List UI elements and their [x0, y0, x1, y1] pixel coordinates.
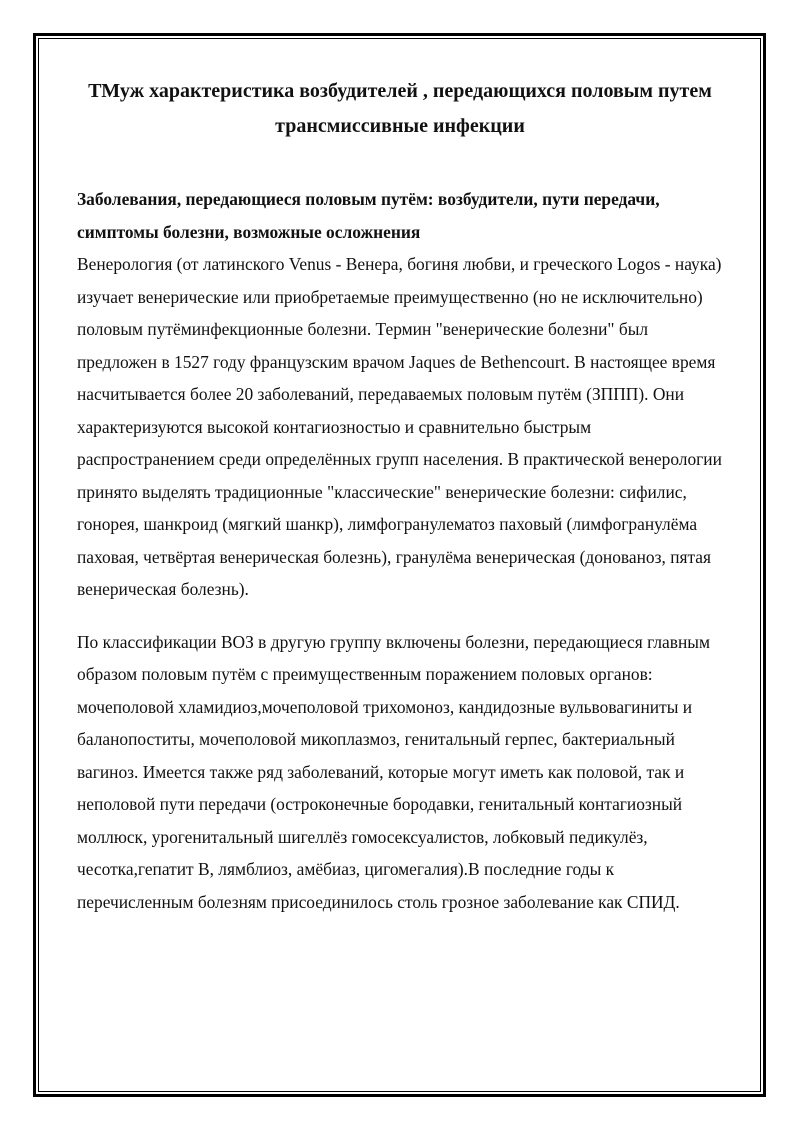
document-body: [77, 183, 729, 918]
document-title: ТМуж характеристика возбудителей , передающихся половым путем трансмиссивные инфекции: [88, 80, 712, 137]
paragraph-1: Венерология (от латинского Venus - Венера, богиня любви, и греческого Logos - наука) изучает венерические или приобретаемые преимущественно (но не исключительно) половым путёминфекционные болезни. Термин "венерические болезни" был предложен в 1527 году французским врачом Jaques de Bethencourt. В настоящее время насчитывается более 20 заболеваний, передаваемых половым путём (ЗППП). Они характеризуются высокой контагиозностыо и сравнительно быстрым распространением среди определённых групп населения. В практической венерологии принято выделять традиционные "классические" венерические болезни: сифилис, гонорея, шанкроид (мягкий шанкр), лимфогранулематоз паховый (лимфогранулёма паховая, четвёртая венерическая болезнь), гранулёма венерическая (донованоз, пятая венерическая болезнь).: [77, 254, 722, 599]
paragraph-2: По классификации ВОЗ в другую группу включены болезни, передающиеся главным образом половым путём с преимущественным поражением половых органов: мочеполовой хламидиоз,мочеполовой трихомоноз, кандидозные вульвовагиниты и баланопоститы, мочеполовой микоплазмоз, генитальный герпес, бактериальный вагиноз. Имеется также ряд заболеваний, которые могут иметь как половой, так и неполовой пути передачи (остроконечные бородавки, генитальный контагиозный моллюск, урогенитальный шигеллёз гомосексуалистов, лобковый педикулёз, чесотка,гепатит В, лямблиоз, амёбиаз, цигомегалия).В последние годы к перечисленным болезням присоединилось столь грозное заболевание как СПИД.: [77, 631, 710, 912]
section-heading: Заболевания, передающиеся половым путём: возбудители, пути передачи, симптомы болезни, возможные осложнения: [77, 189, 660, 242]
